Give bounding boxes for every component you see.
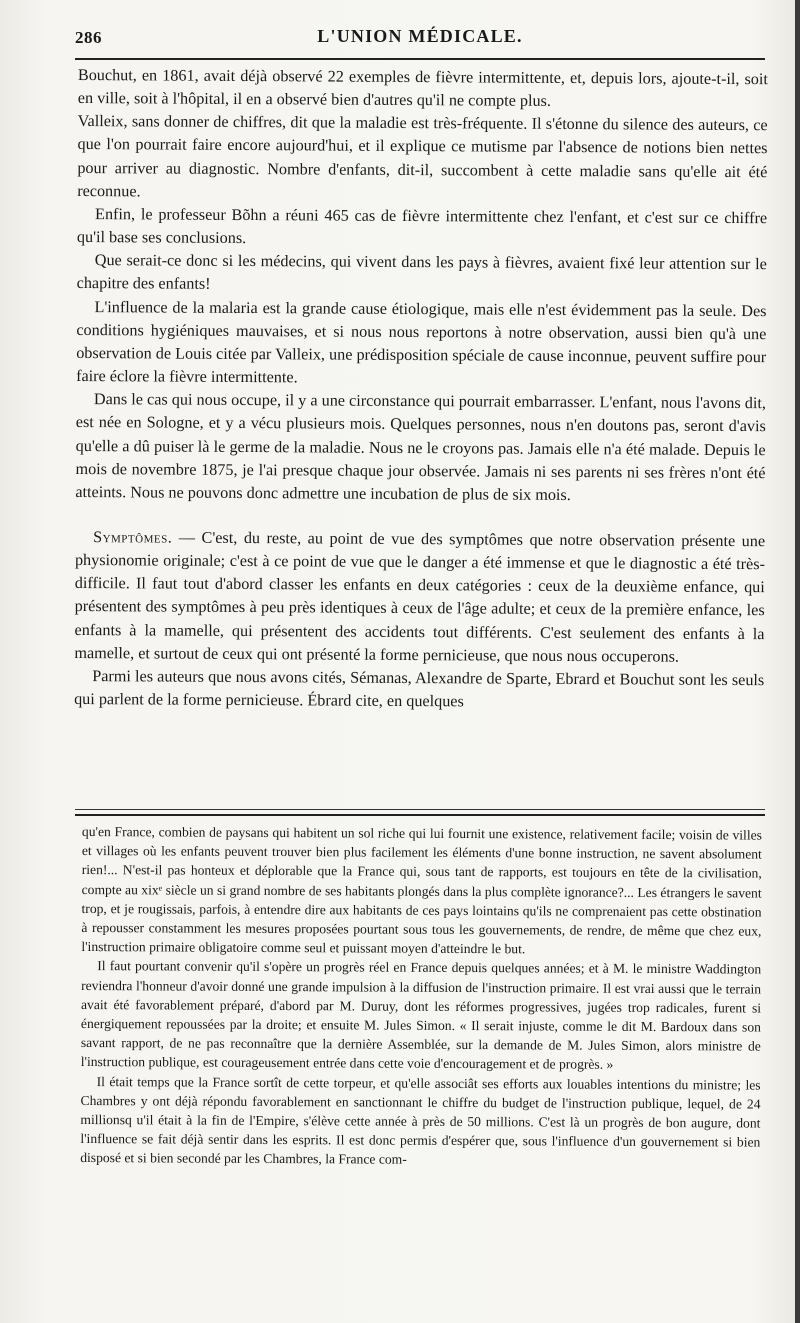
body-paragraph: L'influence de la malaria est la grande cause étiologique, mais elle n'est évidemment pas la seule. Des conditions hygiéniques mauvaises, et si nous nous reportons à notre observation, aussi bien qu'à une observation de Louis citée par Valleix, une prédisposition spéciale de cause inconnue, peuvent suffire pour faire éclore la fièvre intermittente. (76, 297, 767, 387)
footnote-paragraph: Il faut pourtant convenir qu'il s'opère un progrès réel en France depuis quelques années; et à M. le ministre Waddington reviendra l'honneur d'avoir donné une grande impulsion à la diffusion de l'instruction primaire. Il est vrai aussi que le terrain avait été favorablement préparé, d'abord par M. Duruy, dont les réformes progressives, jugées trop radicales, furent si énergiquement repoussées par la droite; et ensuite M. Jules Simon. « Il serait injuste, comme le dit M. Bardoux dans son savant rapport, de ne pas reconnaître que la dernière Assemblée, sur la demande de M. Jules Simon, alors ministre de l'instruction publique, est courageusement entrée dans cette voie d'encouragement et de progrès. » (80, 958, 762, 1073)
page-edge-shadow (795, 0, 800, 1323)
main-text-column (74, 64, 768, 715)
footnote-paragraph: qu'en France, combien de paysans qui habitent un sol riche qui lui fournit une existence, relativement facile; voisin de villes et villages où les enfants peuvent trouver bien plus facilement les éléments d'une bonne instruction, ne savent absolument rien!... N'est-il pas honteux et déplorable que la France qui, sous tant de rapports, est toujours en tête de la civilisation, compte au xixᵉ siècle un si grand nombre de ses habitants plongés dans la plus complète ignorance?... Les étrangers le savent trop, et je rougissais, parfois, à entendre dire aux habitants de ces pays lointains qu'ils ne comprenaient pas cette obstination à repousser constamment les mesures proposées pourtant sous tous les gouvernements, de rendre, de même que chez eux, l'instruction primaire obligatoire comme seul et puissant moyen d'atteindre le but. (81, 824, 762, 957)
body-paragraph: Que serait-ce donc si les médecins, qui vivent dans les pays à fièvres, avaient fixé leur attention sur le chapitre des enfants! (76, 251, 767, 294)
footnote-paragraph: Il était temps que la France sortît de cette torpeur, et qu'elle associât ses efforts aux louables intentions du ministre; les Chambres y ont déjà répondu favorablement en sanctionnant le chiffre du budget de l'instruction publique, lequel, de 24 millionsq u'il était à la fin de l'Empire, s'élève cette année à près de 50 millions. C'est là un progrès de bon augure, dont l'influence se fait déjà sentir dans les esprits. Il est donc permis d'espérer que, sous l'influence d'un gouvernement si bien disposé et si bien secondé par les Chambres, la France com- (80, 1073, 761, 1168)
body-paragraph: Bouchut, en 1861, avait déjà observé 22 exemples de fièvre intermittente, et, depuis lors, ajoute-t-il, soit en ville, soit à l'hôpital, il en a observé bien d'autres qu'il ne compte plus. (77, 65, 768, 111)
body-paragraph: Dans le cas qui nous occupe, il y a une circonstance qui pourrait embarrasser. L'enfant, nous l'avons dit, est née en Sologne, et y a vécu plusieurs mois. Quelques personnes, nous n'en doutons pas, seront d'avis qu'elle a dû puiser là le germe de la maladie. Nous ne le croyons pas. Jamais elle n'a été malade. Depuis le mois de novembre 1875, je l'ai presque chaque jour observée. Jamais ni ses parents ni ses frères n'ont été atteints. Nous ne pouvons donc admettre une incubation de plus de six mois. (75, 390, 766, 504)
footnote-block (80, 822, 762, 1171)
footnote-rule (75, 809, 765, 816)
body-paragraph: Parmi les auteurs que nous avons cités, Sémanas, Alexandre de Sparte, Ebrard et Bouchut sont les seuls qui parlent de la forme pernicieuse. Ébrard cite, en quelques (74, 667, 765, 711)
page-number: 286 (75, 28, 102, 47)
header-rule (75, 58, 765, 60)
section-text: — C'est, du reste, au point de vue des symptômes que notre observation présente une physionomie originale; c'est à ce point de vue que le danger a été immense et que le diagnostic a été très-difficile. Il faut tout d'abord classer les enfants en deux catégories : ceux de la deuxième enfance, qui présentent des symptômes à peu près identiques à ceux de l'âge adulte; et ceux de la première enfance, les enfants à la mamelle, qui présentent des accidents tout différents. C'est seulement des enfants à la mamelle, et surtout de ceux qui ont présenté la forme pernicieuse, que nous nous occuperons. (74, 528, 766, 666)
section-paragraph (74, 526, 765, 669)
section-title: Symptômes. (93, 528, 173, 547)
body-paragraph: Valleix, sans donner de chiffres, dit que la maladie est très-fréquente. Il s'étonne du silence des auteurs, ce que l'on pourrait faire encore aujourd'hui, et il explique ce mutisme par l'absence de notions bien nettes pour arriver au diagnostic. Nombre d'enfants, dit-il, succombent à cette maladie sans qu'elle ait été reconnue. (77, 112, 768, 201)
body-paragraph: Enfin, le professeur Bõhn a réuni 465 cas de fièvre intermittente chez l'enfant, et c'est sur ce chiffre qu'il base ses conclusions. (76, 205, 768, 248)
running-title: L'UNION MÉDICALE. (317, 26, 523, 46)
page-header (75, 22, 765, 52)
